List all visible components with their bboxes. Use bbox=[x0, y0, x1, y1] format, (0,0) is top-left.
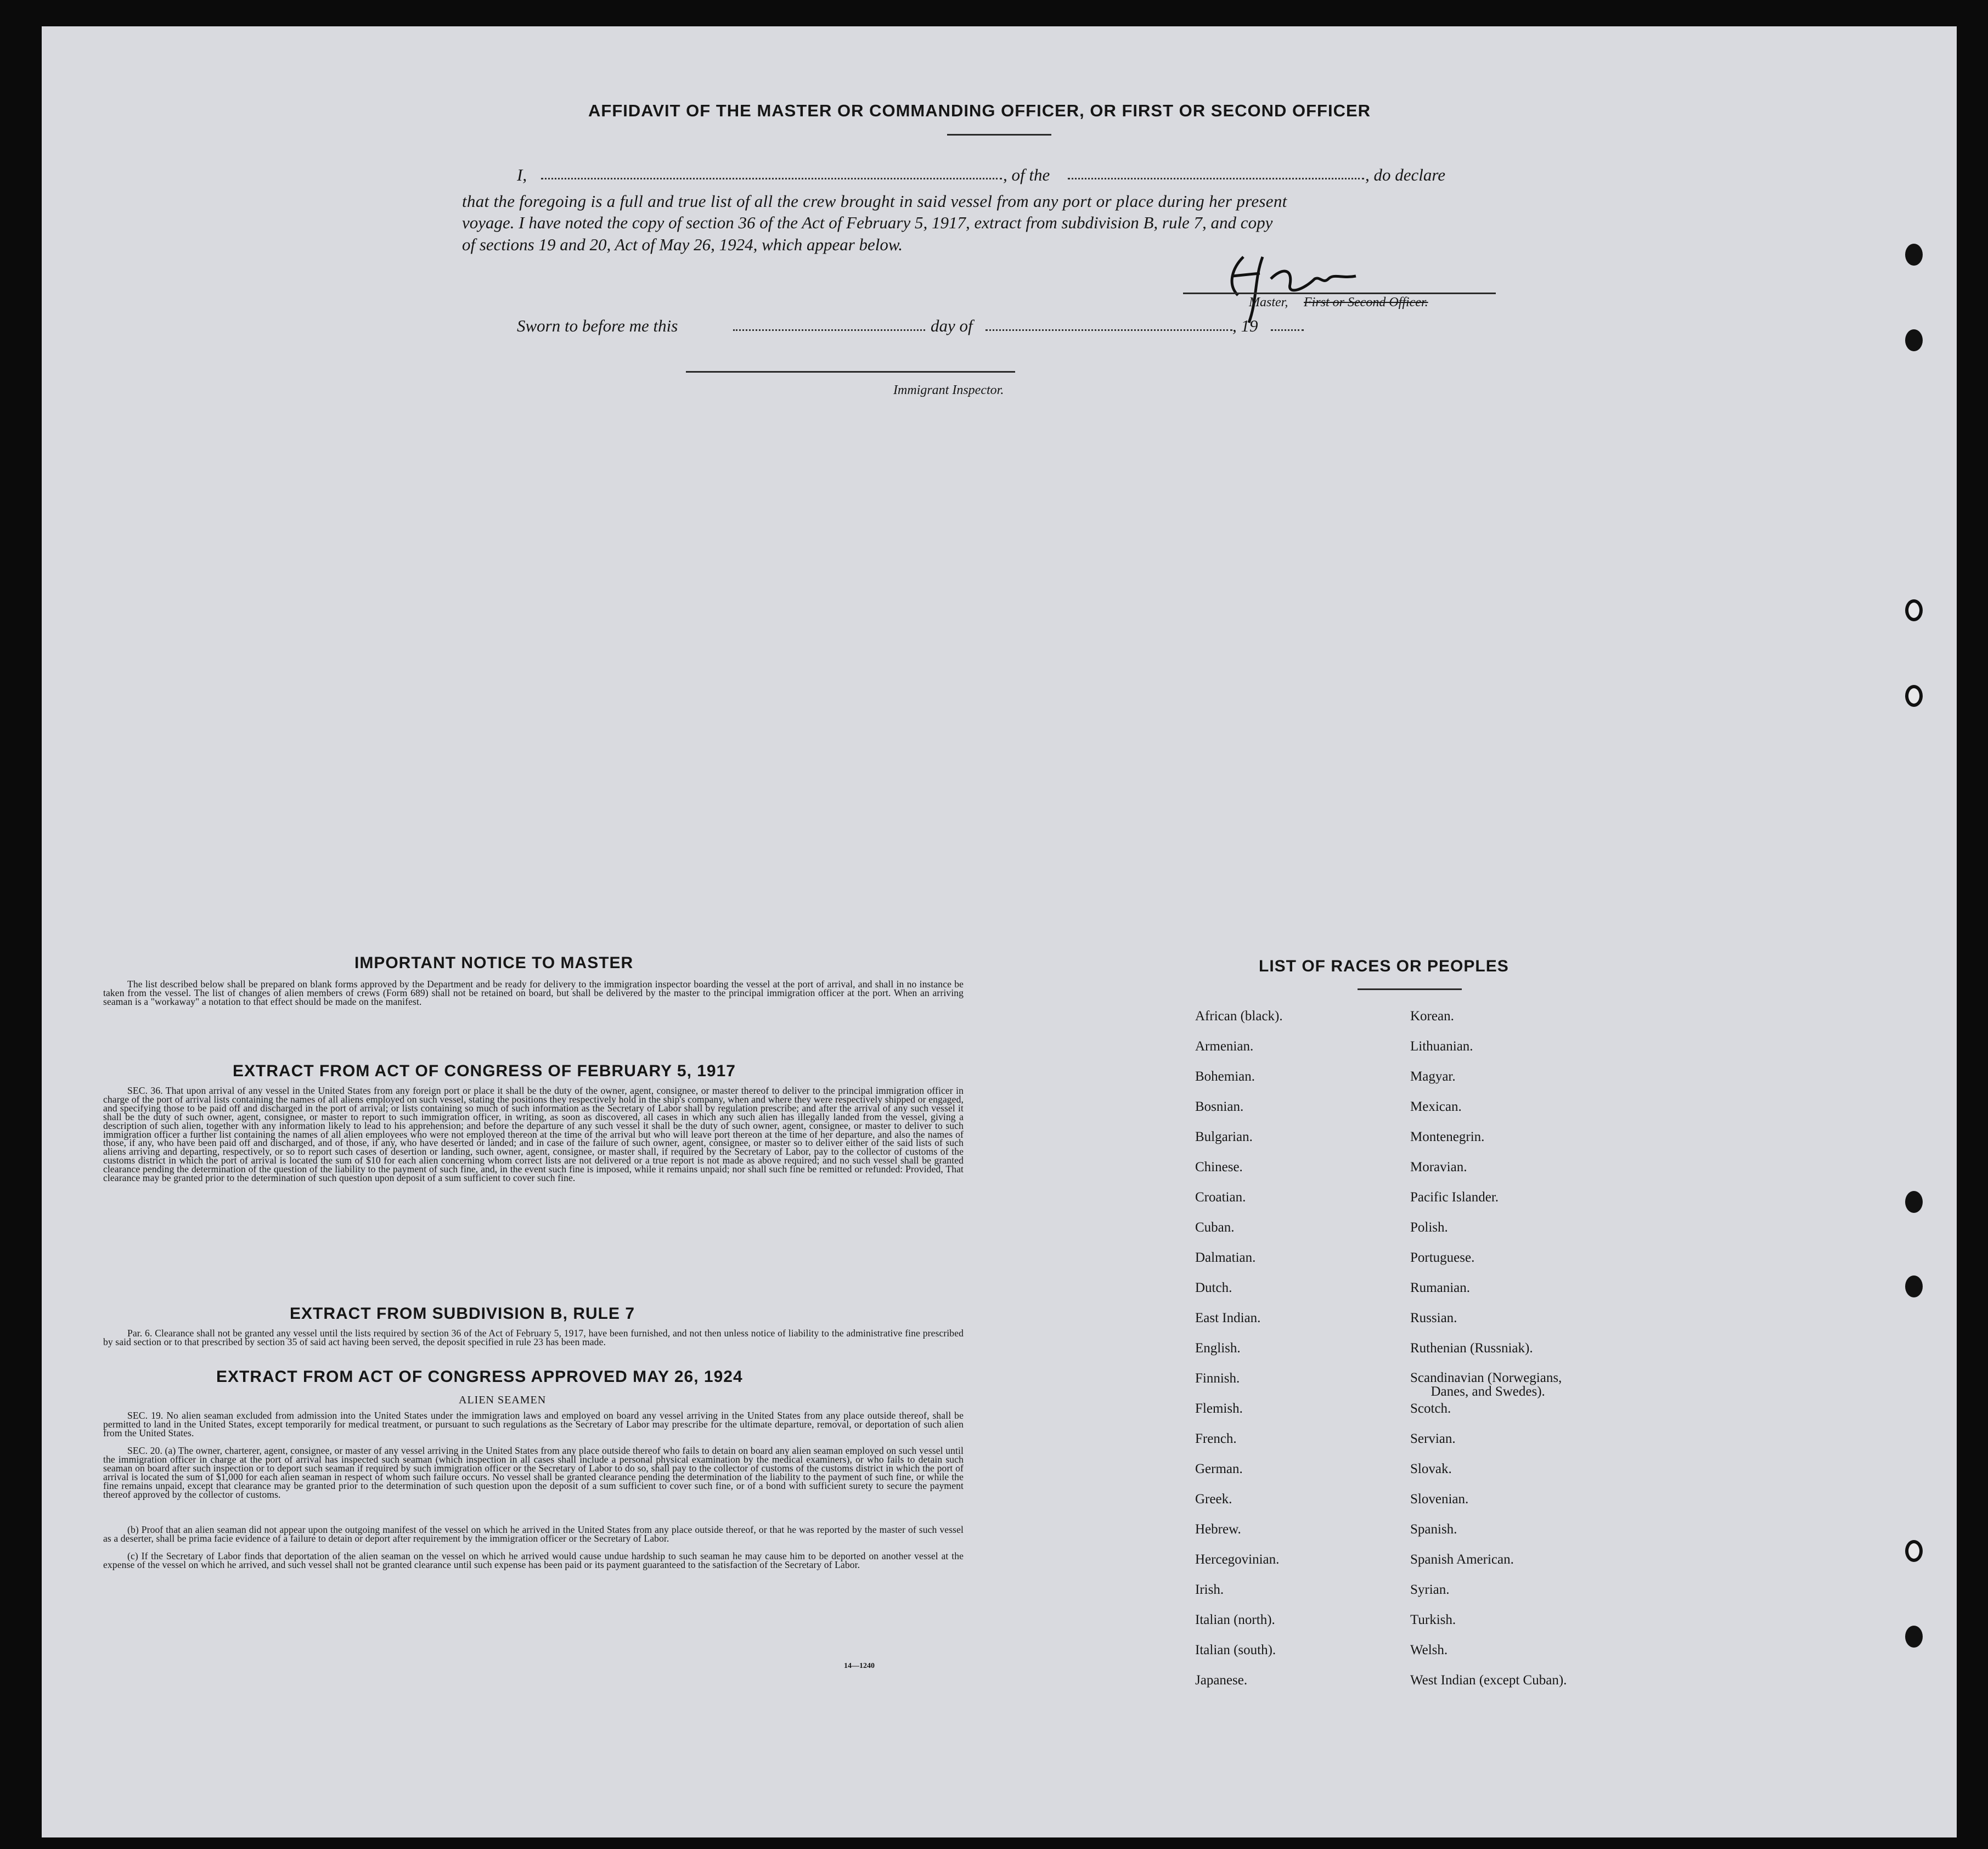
punch-hole bbox=[1905, 599, 1923, 621]
race-item: East Indian. bbox=[1195, 1311, 1261, 1325]
race-item: Armenian. bbox=[1195, 1039, 1254, 1054]
race-item: Flemish. bbox=[1195, 1401, 1243, 1416]
sec-20c-body: (c) If the Secretary of Labor finds that deportation of the alien seaman on the vessel on which he arrived would cause undue hardship to such seaman he may cause him to be deported on another vessel at the expense of the vessel on which he arrived, and such vessel shall not be granted clearance until such expense has been paid or its payment guaranteed to the satisfaction of the Secretary of Labor. bbox=[103, 1550, 964, 1570]
race-item: Bulgarian. bbox=[1195, 1129, 1253, 1144]
sec-20a-body: SEC. 20. (a) The owner, charterer, agent, consignee, or master of any vessel arriving in the United States from any place outside thereof who fails to detain on board any alien seaman employed on such vessel until the immigration officer in charge at the port of arrival has inspected such seaman (which inspection in all cases shall include a personal physical examination by the medical examiners), or who fails to detain such seaman on board after such inspection or to deport such seaman if required by such immigration officer or the Secretary of Labor to do so, shall pay to the collector of customs of the customs district in which the port of arrival is located the sum of $1,000 for each alien seaman in respect of whom such failure occurs. No vessel shall be granted clearance pending the determination of the liability to the payment of such fine, or while the fine remains unpaid, except that clearance may be granted prior to the determination of such question upon the deposit of a sum sufficient to cover such fine, or of a bond with sufficient surety to secure the payment thereof approved by the collector of customs. bbox=[103, 1445, 964, 1500]
notice-title: IMPORTANT NOTICE TO MASTER bbox=[354, 954, 634, 972]
inspector-label: Immigrant Inspector. bbox=[893, 383, 1004, 397]
affidavit-i: I, bbox=[517, 165, 527, 184]
sworn-year-field[interactable] bbox=[1271, 329, 1304, 331]
race-item: Slovak. bbox=[1410, 1462, 1452, 1476]
race-item: Rumanian. bbox=[1410, 1280, 1471, 1295]
race-item: Slovenian. bbox=[1410, 1492, 1469, 1507]
sworn-month-field[interactable] bbox=[985, 329, 1232, 331]
race-item: Spanish. bbox=[1410, 1522, 1457, 1537]
notice-body: The list described below shall be prepared on blank forms approved by the Department and be ready for delivery to the immigration inspector boarding the vessel at the port of arrival, and shall in no instance be taken from the vessel. The list of changes of alien members of crews (Form 689) shall not be retained on board, but shall be delivered by the master to the principal immigration officer at the port. When an arriving seaman is a "workaway" a notation to that effect should be made on the manifest. bbox=[103, 979, 964, 1007]
race-item: German. bbox=[1195, 1462, 1243, 1476]
punch-hole bbox=[1905, 1626, 1923, 1648]
punch-hole bbox=[1905, 1191, 1923, 1213]
punch-hole bbox=[1905, 329, 1923, 351]
punch-hole bbox=[1905, 244, 1923, 266]
race-item: Cuban. bbox=[1195, 1220, 1235, 1235]
race-item: Japanese. bbox=[1195, 1673, 1248, 1688]
race-item: Hercegovinian. bbox=[1195, 1552, 1280, 1567]
affidavit-title: AFFIDAVIT OF THE MASTER OR COMMANDING OFFICER, OR FIRST OR SECOND OFFICER bbox=[588, 101, 1371, 120]
affidavit-line-4: of sections 19 and 20, Act of May 26, 1924, which appear below. bbox=[462, 235, 903, 254]
race-item: Scandinavian (Norwegians, Danes, and Swedes). bbox=[1410, 1370, 1562, 1399]
form-number: 14—1240 bbox=[844, 1662, 875, 1670]
race-item: English. bbox=[1195, 1341, 1241, 1356]
race-item: West Indian (except Cuban). bbox=[1410, 1673, 1567, 1688]
extract-1917-title: EXTRACT FROM ACT OF CONGRESS OF FEBRUARY 5, 1917 bbox=[233, 1062, 736, 1080]
affidavit-do-declare: , do declare bbox=[1365, 165, 1446, 184]
signer-role-master: Master, bbox=[1249, 295, 1288, 310]
race-item: African (black). bbox=[1195, 1009, 1283, 1024]
sec-19-body: SEC. 19. No alien seaman excluded from admission into the United States under the immigration laws and employed on board any vessel arriving in the United States from any place outside thereof, shall be permitted to land in the United States, except temporarily for medical treatment, or pursuant to such regulations as the Secretary of Labor may prescribe for the ultimate departure, removal, or deportation of such alien from the United States. bbox=[103, 1410, 964, 1438]
sworn-year-prefix: , 19 bbox=[1232, 316, 1258, 335]
race-item: Lithuanian. bbox=[1410, 1039, 1473, 1054]
sworn-day-field[interactable] bbox=[733, 329, 925, 331]
sec-20b-body: (b) Proof that an alien seaman did not appear upon the outgoing manifest of the vessel on which he arrived in the United States from any place outside thereof, or that he was reported by the master of such vessel as a deserter, shall be prima facie evidence of a failure to detain or deport after requirement by the immigration officer or the Secretary of Labor. bbox=[103, 1524, 964, 1544]
races-title: LIST OF RACES OR PEOPLES bbox=[1259, 957, 1509, 975]
punch-hole bbox=[1905, 685, 1923, 707]
affidavit-title-rule bbox=[947, 134, 1051, 136]
punch-hole bbox=[1905, 1540, 1923, 1562]
race-item: Polish. bbox=[1410, 1220, 1448, 1235]
subdivision-b-title: EXTRACT FROM SUBDIVISION B, RULE 7 bbox=[290, 1305, 635, 1323]
race-item: Welsh. bbox=[1410, 1643, 1448, 1657]
extract-1917-body: SEC. 36. That upon arrival of any vessel in the United States from any foreign port or place it shall be the duty of the owner, agent, consignee, or master thereof to deliver to the principal immigration officer in charge of the port of arrival lists containing the names of all aliens employed on such vessel, stating the positions they respectively hold in the ship's company, when and where they were respectively shipped or engaged, and specifying those to be paid off and discharged in the port of arrival; or lists containing so much of such information as the Secretary of Labor shall by regulation prescribe; and after the arrival of any such vessel it shall be the duty of such owner, agent, consignee, or master to report to such immigration officer, in writing, as soon as discovered, all cases in which any such alien has illegally landed from the vessel, giving a description of such alien, together with any information likely to lead to his apprehension; and before the departure of any such vessel it shall be the duty of such owner, agent, consignee, or master to deliver to such immigration officer a further list containing the names of all alien employees who were not employed thereon at the time of the arrival but who will leave port thereon at the time of her departure, and also the names of those, if any, who have been paid off and discharged, and of those, if any, who have deserted or landed; and in case of the failure of such owner, agent, consignee, or master so to deliver either of the said lists of such aliens arriving and departing, respectively, or so to report such cases of desertion or landing, such owner, agent, consignee, or master shall, if required by the Secretary of Labor, pay to the collector of customs of the customs district in which the port of arrival is located the sum of $10 for each alien concerning whom correct lists are not delivered or a true report is not made as above required; and no such vessel shall be granted clearance pending the determination of the question of the liability to the payment of such fine, and, in the event such fine is imposed, while it remains unpaid; nor shall such fine be remitted or refunded: Provided, That clearance may be granted prior to the determination of such question upon deposit of a sum sufficient to cover such fine. bbox=[103, 1085, 964, 1184]
affidavit-line-2: that the foregoing is a full and true list of all the crew brought in said vessel from any port or place during her present bbox=[462, 192, 1287, 211]
race-item: Mexican. bbox=[1410, 1099, 1462, 1114]
declarant-name-field[interactable] bbox=[541, 178, 1002, 179]
race-item: Bosnian. bbox=[1195, 1099, 1244, 1114]
race-item: Dutch. bbox=[1195, 1280, 1232, 1295]
extract-1924-subtitle: ALIEN SEAMEN bbox=[459, 1394, 547, 1406]
race-item: Magyar. bbox=[1410, 1069, 1456, 1084]
race-item: Spanish American. bbox=[1410, 1552, 1514, 1567]
races-title-rule bbox=[1358, 988, 1462, 990]
race-item: Syrian. bbox=[1410, 1582, 1450, 1597]
race-item: Portuguese. bbox=[1410, 1250, 1475, 1265]
race-item: Russian. bbox=[1410, 1311, 1457, 1325]
affidavit-line-3: voyage. I have noted the copy of section 36 of the Act of February 5, 1917, extract from subdivision B, rule 7, and copy bbox=[462, 213, 1273, 232]
race-item: Italian (north). bbox=[1195, 1612, 1275, 1627]
race-item: Ruthenian (Russniak). bbox=[1410, 1341, 1533, 1356]
race-item: French. bbox=[1195, 1431, 1237, 1446]
race-item: Finnish. bbox=[1195, 1371, 1240, 1386]
race-item: Croatian. bbox=[1195, 1190, 1246, 1205]
subdivision-b-body: Par. 6. Clearance shall not be granted any vessel until the lists required by section 36 of the Act of February 5, 1917, have been furnished, and not then unless notice of liability to the administrative fine prescribed by said section or to that prescribed by section 35 of said act having been served, the deposit specified in rule 23 has been made. bbox=[103, 1328, 964, 1347]
race-item: Montenegrin. bbox=[1410, 1129, 1485, 1144]
affidavit-of-the: , of the bbox=[1003, 165, 1050, 184]
race-item: Hebrew. bbox=[1195, 1522, 1241, 1537]
signature-line[interactable] bbox=[1183, 293, 1496, 294]
race-item: Irish. bbox=[1195, 1582, 1224, 1597]
race-item: Bohemian. bbox=[1195, 1069, 1255, 1084]
punch-hole bbox=[1905, 1275, 1923, 1297]
sworn-day-of: day of bbox=[931, 316, 973, 335]
race-item: Servian. bbox=[1410, 1431, 1456, 1446]
race-item: Pacific Islander. bbox=[1410, 1190, 1499, 1205]
race-item: Turkish. bbox=[1410, 1612, 1456, 1627]
race-item: Moravian. bbox=[1410, 1160, 1467, 1174]
vessel-name-field[interactable] bbox=[1068, 178, 1364, 179]
race-item: Italian (south). bbox=[1195, 1643, 1276, 1657]
race-item: Chinese. bbox=[1195, 1160, 1243, 1174]
inspector-signature-line[interactable] bbox=[686, 371, 1015, 373]
race-item: Korean. bbox=[1410, 1009, 1454, 1024]
sworn-label: Sworn to before me this bbox=[517, 316, 678, 335]
form-sheet bbox=[42, 26, 1957, 1837]
race-item: Scotch. bbox=[1410, 1401, 1451, 1416]
signer-role-officer: First or Second Officer. bbox=[1304, 295, 1428, 310]
race-item: Dalmatian. bbox=[1195, 1250, 1256, 1265]
extract-1924-title: EXTRACT FROM ACT OF CONGRESS APPROVED MAY 26, 1924 bbox=[216, 1368, 743, 1386]
race-item: Greek. bbox=[1195, 1492, 1232, 1507]
